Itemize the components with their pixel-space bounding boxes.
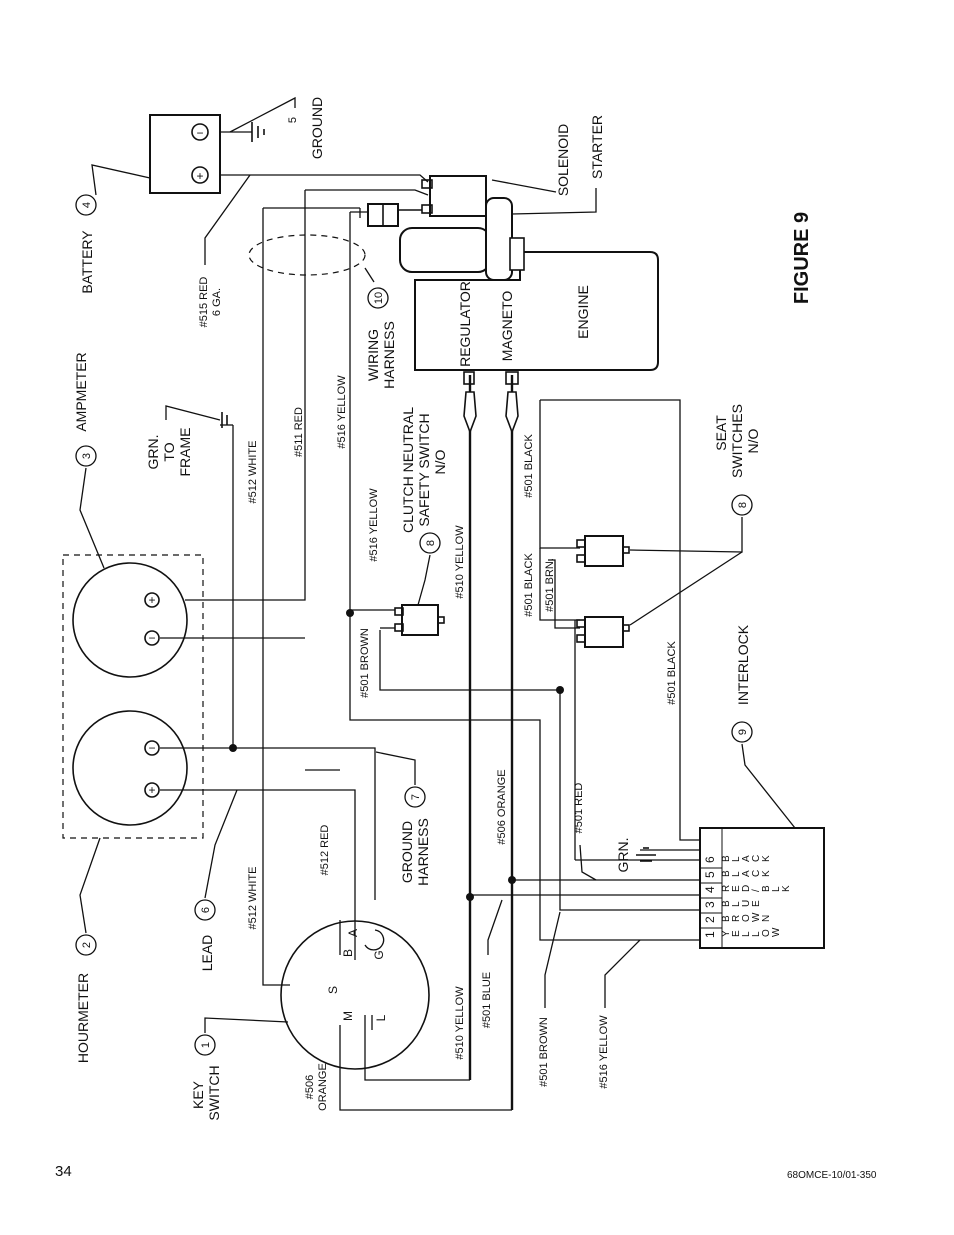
starter-label: STARTER — [589, 114, 605, 180]
label-516-yellow-bottom: #516 YELLOW — [598, 1015, 610, 1089]
interlock-pin-letter: B — [721, 915, 732, 922]
wiring-harness-label-1: WIRING — [365, 328, 381, 382]
battery-leader — [92, 165, 150, 195]
label-511-red: #511 RED — [293, 407, 305, 457]
junction-dots — [229, 609, 564, 901]
label-506-2: ORANGE — [317, 1063, 329, 1111]
seat-switches — [577, 536, 629, 647]
interlock-pin-letter: W — [751, 912, 762, 922]
interlock-pin-number: 4 — [703, 886, 717, 893]
label-510-yellow-top: #510 YELLOW — [454, 525, 466, 599]
starter-motor — [400, 228, 490, 272]
seat-switches-label-2: SWITCHES — [729, 404, 745, 478]
interlock-pin-letter: A — [741, 855, 752, 862]
document-code: 68OMCE-10/01-350 — [787, 1170, 877, 1181]
magneto-label: MAGNETO — [499, 290, 515, 362]
ground-harness-leader — [376, 752, 415, 785]
label-501-red-leader — [580, 845, 596, 880]
seat-switches-label-1: SEAT — [713, 415, 729, 451]
wiring-harness-number: 10 — [373, 291, 385, 305]
interlock-pin-letter: B — [721, 870, 732, 877]
grn-to-frame-leader — [166, 406, 220, 420]
wire-515-red — [210, 175, 428, 182]
key-switch-number: 1 — [200, 1041, 212, 1049]
interlock-pin-letter: O — [741, 914, 752, 922]
key-terminal-g: G — [372, 950, 386, 960]
interlock-pin-letter: L — [741, 931, 752, 937]
interlock-pin-number: 5 — [703, 871, 717, 878]
interlock-pin-letter: B — [721, 900, 732, 907]
svg-text:−: − — [148, 741, 156, 755]
ampmeter — [73, 563, 187, 677]
interlock-pin-letter: R — [721, 884, 732, 892]
interlock-pin-letter: B — [721, 855, 732, 862]
label-501-brown-top: #501 BROWN — [359, 628, 371, 698]
interlock-pin-number: 2 — [703, 916, 717, 923]
label-501-brown-leader — [545, 912, 560, 1008]
key-terminal-b: B — [341, 948, 355, 958]
hourmeter — [73, 711, 187, 825]
key-switch — [281, 920, 429, 1069]
interlock-pin-letter: L — [731, 856, 742, 862]
interlock-number: 9 — [737, 728, 749, 736]
wire-hourmeter-minus — [160, 748, 375, 900]
clutch-switch-number: 8 — [425, 539, 437, 547]
interlock-pin-letter: O — [761, 929, 772, 937]
hourmeter-leader — [80, 838, 100, 933]
interlock-leader — [742, 744, 795, 828]
svg-text:−: − — [148, 631, 156, 645]
hourmeter-label: HOURMETER — [75, 972, 91, 1064]
wire-512-white-top — [263, 208, 290, 985]
seat-switches-leader-1 — [630, 517, 742, 552]
solenoid-label: SOLENOID — [555, 123, 571, 197]
label-506-orange: #506 ORANGE — [496, 769, 508, 845]
interlock-pin-letter: Y — [721, 930, 732, 937]
lead-leader — [205, 790, 237, 898]
interlock-pin-letter: B — [761, 885, 772, 892]
label-501-black-mid: #501 BLACK — [523, 553, 535, 617]
interlock-pin-letter: K — [761, 870, 772, 877]
key-switch-label-1: KEY — [190, 1080, 206, 1110]
label-516-yellow-top: #516 YELLOW — [336, 375, 348, 449]
key-switch-leader — [205, 1018, 288, 1033]
wire-501-red — [575, 620, 700, 860]
solenoid — [430, 176, 486, 216]
interlock-pin-letter: C — [751, 869, 762, 877]
label-506-1: #506 — [304, 1074, 316, 1100]
ground-label: GROUND — [309, 96, 325, 160]
interlock-pin-letter: R — [731, 914, 742, 922]
interlock-pin-number: 6 — [703, 856, 717, 863]
interlock-label: INTERLOCK — [735, 624, 751, 706]
interlock-pin-letter: L — [751, 931, 762, 937]
grn-to-frame-3: FRAME — [177, 427, 193, 477]
svg-text:+: + — [148, 783, 156, 797]
label-501-brn: #501 BRN. — [544, 558, 556, 612]
interlock-pin-number: 1 — [703, 931, 717, 938]
key-terminal-m: M — [341, 1011, 355, 1021]
grn-to-frame-2: TO — [161, 442, 177, 462]
interlock-pin-letter: L — [771, 886, 782, 892]
regulator-label: REGULATOR — [457, 281, 473, 367]
ground-symbol-icon — [252, 122, 264, 142]
label-501-black-top: #501 BLACK — [523, 434, 535, 498]
clutch-switch-leader — [418, 555, 430, 605]
label-501-red: #501 RED — [573, 782, 585, 834]
page-number: 34 — [55, 1163, 72, 1180]
label-501-blue-leader — [488, 900, 502, 955]
label-512-red: #512 RED — [319, 824, 331, 876]
key-terminal-s: S — [326, 985, 340, 995]
solenoid-leader — [492, 180, 556, 192]
grn-to-frame-1: GRN. — [145, 434, 161, 470]
lead-number: 6 — [200, 906, 212, 914]
clutch-switch-label-3: N/O — [432, 449, 448, 475]
clutch-switch-label-2: SAFETY SWITCH — [416, 413, 432, 527]
interlock-pin-letter: U — [741, 899, 752, 907]
ground-number: 5 — [287, 116, 299, 124]
battery-plus-symbol: + — [196, 169, 204, 183]
figure-title: FIGURE 9 — [791, 211, 813, 305]
label-510-yellow-bottom: #510 YELLOW — [454, 986, 466, 1060]
wiring-harness-label-2: HARNESS — [381, 321, 397, 389]
svg-text:+: + — [148, 593, 156, 607]
lead-label: LEAD — [199, 934, 215, 972]
battery — [150, 115, 220, 193]
label-501-blue: #501 BLUE — [481, 971, 493, 1029]
label-512-white-top: #512 WHITE — [247, 440, 259, 504]
seat-switches-leader-2 — [630, 552, 742, 625]
ampmeter-leader — [80, 468, 104, 568]
ground-harness-label-1: GROUND — [399, 820, 415, 884]
ampmeter-number: 3 — [81, 452, 93, 460]
label-516-yellow-leader — [605, 940, 640, 1008]
interlock-pin-letter: K — [781, 885, 792, 892]
label-512-white-lead: #512 WHITE — [247, 866, 259, 930]
ground-harness-label-2: HARNESS — [415, 818, 431, 886]
interlock-pin-letter: L — [731, 871, 742, 877]
seat-switches-label-3: N/O — [745, 428, 761, 454]
clutch-neutral-switch — [395, 605, 444, 635]
interlock-pin-letter: E — [731, 930, 742, 937]
label-501-black-right: #501 BLACK — [666, 641, 678, 705]
clutch-switch-label-1: CLUTCH NEUTRAL — [400, 406, 416, 534]
wire-511-red — [185, 190, 305, 600]
seat-switches-number: 8 — [737, 501, 749, 509]
interlock-pin-letter: E — [731, 885, 742, 892]
interlock-pin-number: 3 — [703, 901, 717, 908]
ampmeter-label: AMPMETER — [73, 352, 89, 432]
hourmeter-number: 2 — [81, 941, 93, 949]
battery-minus-symbol: − — [196, 126, 204, 140]
wire-515-label-1: #515 RED — [198, 276, 210, 328]
interlock-pin-letter: W — [771, 927, 782, 937]
key-switch-label-2: SWITCH — [206, 1065, 222, 1121]
interlock-pin-letter: / — [751, 889, 762, 892]
wire-515-label-2: 6 GA. — [211, 287, 223, 317]
wiring-harness-ellipse — [249, 235, 365, 275]
label-501-brown-bottom: #501 BROWN — [538, 1017, 550, 1087]
battery-label: BATTERY — [79, 230, 95, 294]
grn-label: GRN. — [615, 837, 631, 873]
label-516-yellow-mid: #516 YELLOW — [368, 488, 380, 562]
ground-harness-number: 7 — [410, 793, 422, 801]
interlock-pin-letter: D — [741, 884, 752, 892]
interlock-pin-letter: E — [751, 900, 762, 907]
key-terminal-a: A — [346, 928, 360, 938]
interlock-pin-letter: A — [741, 870, 752, 877]
interlock-pin-letter: K — [761, 855, 772, 862]
interlock-pin-letter: N — [761, 914, 772, 922]
interlock-pin-letter: L — [731, 901, 742, 907]
engine-label: ENGINE — [575, 285, 591, 339]
key-terminal-l: L — [374, 1014, 388, 1022]
wiring-harness-leader — [365, 268, 374, 282]
battery-number: 4 — [81, 201, 93, 209]
interlock-pin-letter: C — [751, 854, 762, 862]
